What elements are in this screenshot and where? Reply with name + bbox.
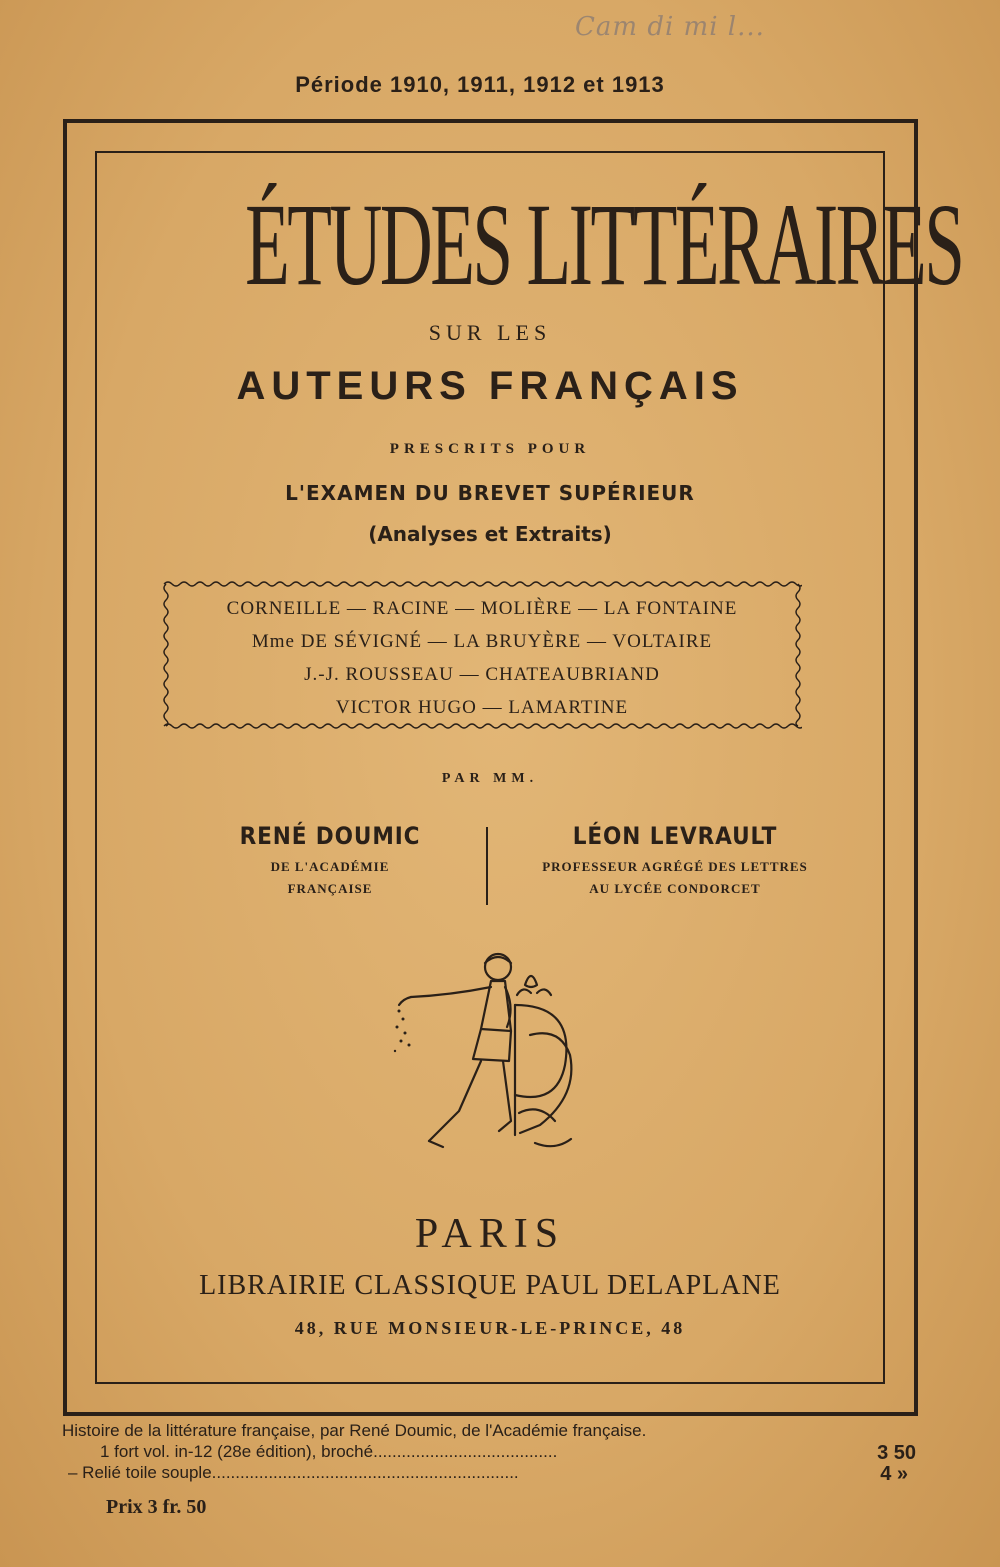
- main-title: ÉTUDES LITTÉRAIRES: [245, 179, 963, 310]
- publisher-address: 48, RUE MONSIEUR-LE-PRINCE, 48: [294, 1318, 686, 1338]
- analyses-label: (Analyses et Extraits): [368, 522, 612, 546]
- footer-line3: – Relié toile souple.................................................................: [68, 1463, 519, 1482]
- author-left-line2: FRANÇAISE: [287, 881, 373, 896]
- footer-line2: 1 fort vol. in-12 (28e édition), broché.......................................: [100, 1442, 558, 1461]
- footer-line1: Histoire de la littérature française, par René Doumic, de l'Académie française.: [62, 1421, 647, 1440]
- author-right-line2: AU LYCÉE CONDORCET: [589, 881, 761, 896]
- authors-box: [162, 580, 802, 730]
- footer-price3: 4 »: [880, 1463, 908, 1485]
- authors-list: [162, 592, 802, 724]
- par-mm-label: PAR MM.: [441, 771, 539, 786]
- footer-ad-item: [62, 1442, 922, 1462]
- handwritten-note: Cam di mi l...: [575, 12, 765, 42]
- author-right-line1: PROFESSEUR AGRÉGÉ DES LETTRES: [542, 859, 808, 874]
- authors-line: J.-J. ROUSSEAU — CHATEAUBRIAND: [304, 664, 660, 685]
- subject-title: AUTEURS FRANÇAIS: [236, 364, 744, 408]
- prescrits-label: PRESCRITS POUR: [389, 441, 591, 457]
- city-name: PARIS: [414, 1211, 566, 1257]
- authors-line: VICTOR HUGO — LAMARTINE: [335, 697, 629, 718]
- footer-price2: 3 50: [877, 1442, 916, 1464]
- author-divider: [486, 827, 488, 905]
- authors-line: Mme DE SÉVIGNÉ — LA BRUYÈRE — VOLTAIRE: [251, 631, 713, 652]
- author-left: [195, 822, 465, 900]
- authors-line: CORNEILLE — RACINE — MOLIÈRE — LA FONTAINE: [226, 598, 738, 619]
- author-right: [510, 822, 840, 900]
- sower-emblem-icon: [385, 945, 595, 1155]
- subtitle-sur-les: SUR LES: [428, 320, 552, 345]
- period-heading: Période 1910, 1911, 1912 et 1913: [295, 72, 665, 97]
- footer-ad-item: [62, 1463, 922, 1483]
- author-right-name: LÉON LEVRAULT: [572, 822, 778, 850]
- price-label: Prix 3 fr. 50: [106, 1496, 207, 1518]
- author-left-name: RENÉ DOUMIC: [239, 822, 421, 850]
- footer-ad-title: [62, 1421, 922, 1441]
- exam-title: L'EXAMEN DU BREVET SUPÉRIEUR: [285, 481, 695, 505]
- author-left-line1: DE L'ACADÉMIE: [270, 859, 390, 874]
- publisher-name: LIBRAIRIE CLASSIQUE PAUL DELAPLANE: [199, 1270, 781, 1301]
